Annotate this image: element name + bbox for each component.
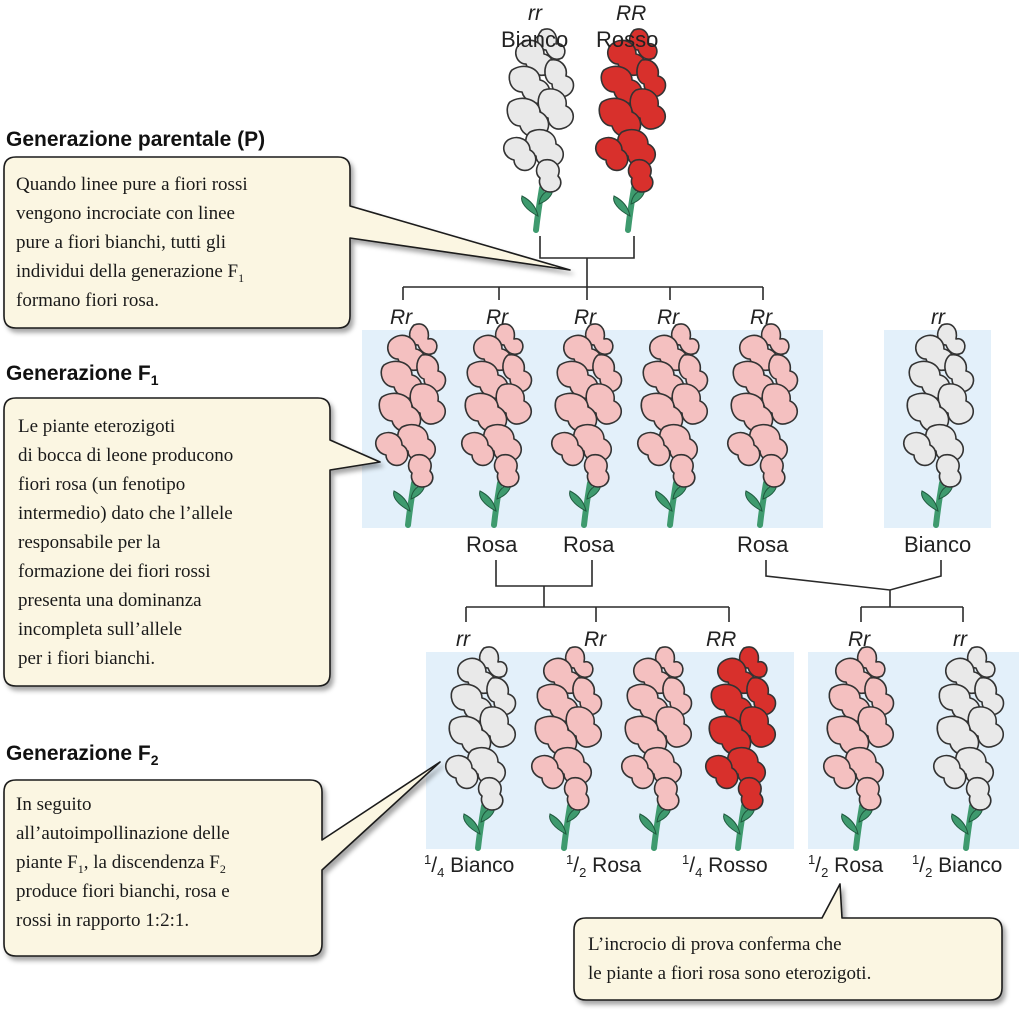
- ratio-label-white: $^1/_4$ Bianco: [424, 852, 515, 881]
- f1-genotype-2: Rr: [486, 306, 509, 329]
- ratio-label-red: $^1/_4$ Rosso: [682, 852, 768, 881]
- parental-note: Quando linee pure a fiori rossi vengono incrociate con linee pure a fiori bianchi, tutti gli individui della generazione $F_1$ formano fiori rosa.: [16, 174, 248, 311]
- parent-red-genotype: RR: [616, 2, 647, 25]
- ratio-label-pink: $^1/_2$ Rosa: [566, 852, 642, 881]
- flower-parent-red: [596, 29, 666, 230]
- f1-genotype-4: Rr: [657, 306, 680, 329]
- f1-genotype-5: Rr: [750, 306, 773, 329]
- cross-label-bianco: Bianco: [904, 532, 972, 557]
- f1-genotype-1: Rr: [390, 306, 413, 329]
- f1-test-genotype: rr: [931, 306, 945, 329]
- parent-red-phenotype: Rosso: [596, 27, 659, 52]
- testcross-note: L’incrocio di prova conferma che le piante a fiori rosa sono eterozigoti.: [588, 934, 872, 984]
- f1-genotype-3: Rr: [574, 306, 597, 329]
- f2-genotype-2: Rr: [584, 628, 607, 651]
- testcross-genotype-2: rr: [953, 628, 967, 651]
- f2-genotype-1: rr: [456, 628, 470, 651]
- parent-white-phenotype: Bianco: [501, 27, 569, 52]
- cross-label-rosa-2: Rosa: [563, 532, 615, 557]
- f1-generation-title: Generazione $F_1$: [6, 362, 159, 389]
- ratio-label-testcross-white: $^1/_2$ Bianco: [912, 852, 1003, 881]
- f2-genotype-3: RR: [706, 628, 737, 651]
- cross-label-rosa-3: Rosa: [737, 532, 789, 557]
- ratio-label-testcross-pink: $^1/_2$ Rosa: [808, 852, 884, 881]
- flower-parent-white: [504, 29, 574, 230]
- parental-generation-title: Generazione parentale (P): [6, 128, 266, 151]
- f2-generation-title: Generazione $F_2$: [6, 742, 159, 769]
- parent-white-genotype: rr: [528, 2, 542, 25]
- f2-note: In seguito all’autoimpollinazione delle piante $F_1$, la discendenza $F_2$ produce fiori bianchi, rosa e rossi in rapporto 1:2:1.: [16, 794, 230, 931]
- f1-note: Le piante eterozigoti di bocca di leone producono fiori rosa (un fenotipo intermedio) dato che l’allele responsabile per la formazione dei fiori rossi presenta una dominanza incompleta sull’allele per i fiori bianchi.: [18, 416, 234, 669]
- testcross-genotype-1: Rr: [848, 628, 871, 651]
- cross-label-rosa-1: Rosa: [466, 532, 518, 557]
